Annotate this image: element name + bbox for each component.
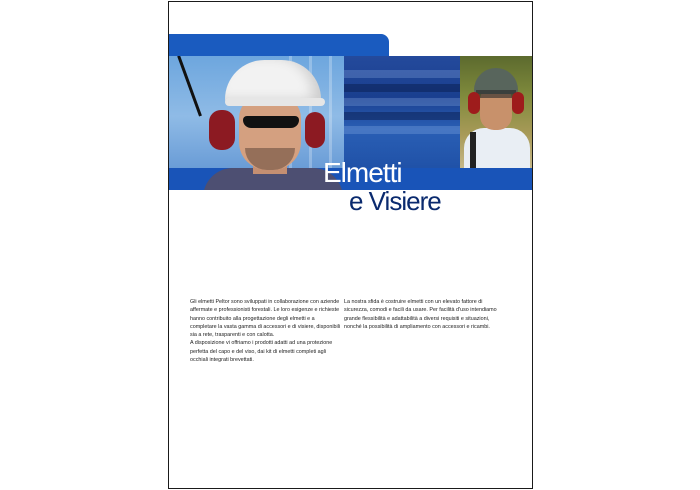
paragraph: A disposizione vi offriamo i prodotti adatti ad una protezione perfetta del capo e del viso, dai kit di elmetti completi agli occhiali integrati brevettati. <box>190 340 333 364</box>
paragraph: Gli elmetti Peltor sono sviluppati in collaborazione con aziende affermate e professionisti forestali. Le loro esigenze e richieste hanno contribuito alla progettazione degli elmetti e a completare la vasta gamma di accessori e di visiere, disponibili sia a rete, trasparenti e con calotta. <box>190 299 341 339</box>
body-column-left <box>190 298 342 364</box>
brochure-page <box>168 1 533 489</box>
title-line-2: e Visiere <box>349 186 441 216</box>
forestry-worker-photo <box>460 56 532 168</box>
top-blue-tab <box>169 34 389 56</box>
body-column-right <box>344 298 499 331</box>
paragraph: La nostra sfida è costruire elmetti con un elevato fattore di sicurezza, comodi e facili da usare. Per facilità d'uso intendiamo grande flessibilità e adattabilità a diversi requisiti e situazioni, nonché la possibilità di ampliamento con accessori e ricambi. <box>344 299 497 330</box>
title-line-1: Elmetti <box>323 157 402 188</box>
